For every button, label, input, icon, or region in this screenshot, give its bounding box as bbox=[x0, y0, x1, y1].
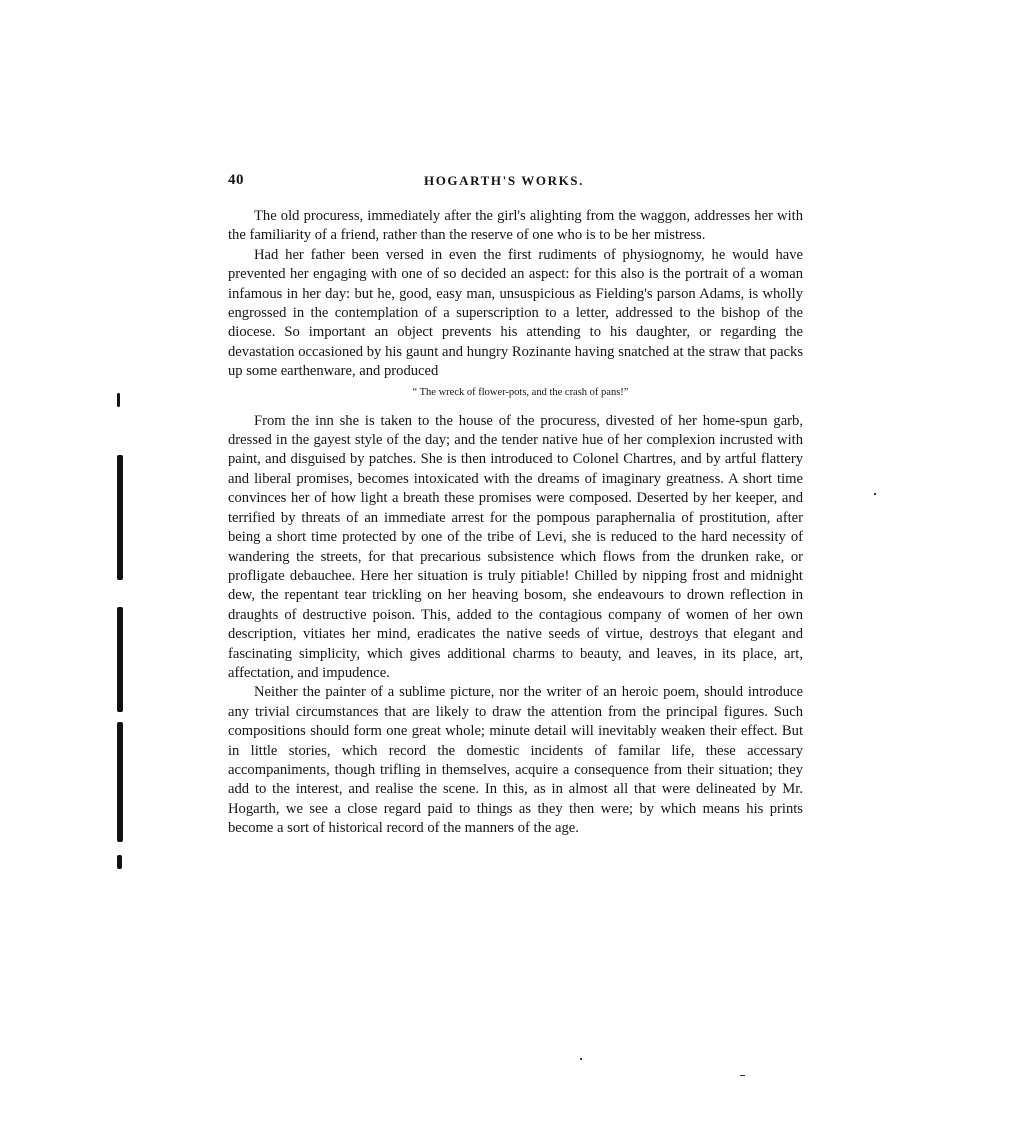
scan-speck bbox=[874, 493, 876, 495]
scan-binding-shadow bbox=[117, 393, 120, 407]
paragraph: From the inn she is taken to the house of the procuress, divested of her home-spun garb, dressed in the gayest style of the day; and the tender native hue of her complexion incrusted with paint, and disguised by patches. She is then introduced to Colonel Chartres, and by artful flattery and liberal promises, becomes intoxicated with the dreams of imaginary greatness. A short time convinces her of how light a breath these promises were composed. Deserted by her keeper, and terrified by threats of an immediate arrest for the pompous paraphernalia of prostitution, after being a short time protected by one of the tribe of Levi, she is reduced to the hard necessity of wandering the streets, for that precarious subsistence which flows from the drunken rake, or profligate debauchee. Here her situation is truly pitiable! Chilled by nipping frost and midnight dew, the repentant tear trickling on her heaving bosom, she endeavours to drown reflection in draughts of destructive poison. This, added to the contagious company of women of her own description, vitiates her mind, eradicates the native seeds of virtue, destroys that elegant and fascinating simplicity, which gives additional charms to beauty, and leaves, in its place, art, affectation, and impudence. bbox=[228, 412, 803, 681]
scan-binding-shadow bbox=[117, 455, 123, 580]
paragraph: Neither the painter of a sublime picture, nor the writer of an heroic poem, should introduce any trivial circumstances that are likely to draw the attention from the principal figures. Such compositions should form one great whole; minute detail will inevitably weaken their effect. But in little stories, which record the domestic incidents of familar life, these accessary accompaniments, though trifling in themselves, acquire a consequence from their situation; they add to the interest, and realise the scene. In this, as in almost all that were delineated by Mr. Hogarth, we see a close regard paid to things as they then were; by which means his prints become a sort of historical record of the manners of the age. bbox=[228, 684, 803, 837]
scan-binding-shadow bbox=[117, 855, 122, 869]
page-header bbox=[228, 172, 803, 192]
body-text bbox=[228, 207, 803, 839]
running-head: HOGARTH'S WORKS. bbox=[424, 173, 584, 188]
block-quotation: “ The wreck of flower-pots, and the crash of pans!” bbox=[412, 386, 629, 398]
scan-binding-shadow bbox=[117, 722, 123, 842]
page-number: 40 bbox=[228, 172, 244, 188]
scan-binding-shadow bbox=[117, 607, 123, 712]
scan-speck bbox=[580, 1058, 582, 1060]
paragraph: Had her father been versed in even the first rudiments of physiognomy, he would have prevented her engaging with one of so decided an aspect: for this also is the portrait of a woman infamous in her day: but he, good, easy man, unsuspicious as Fielding's parson Adams, is wholly engrossed in the contemplation of a superscription to a letter, addressed to the bishop of the diocese. So important an object prevents his attending to his daughter, or regarding the devastation occasioned by his gaunt and hungry Rozinante having snatched at the straw that packs up some earthenware, and produced bbox=[228, 246, 803, 380]
scan-speck bbox=[740, 1075, 745, 1076]
paragraph: The old procuress, immediately after the girl's alighting from the waggon, addresses her with the familiarity of a friend, rather than the reserve of one who is to be her mistress. bbox=[228, 208, 803, 244]
